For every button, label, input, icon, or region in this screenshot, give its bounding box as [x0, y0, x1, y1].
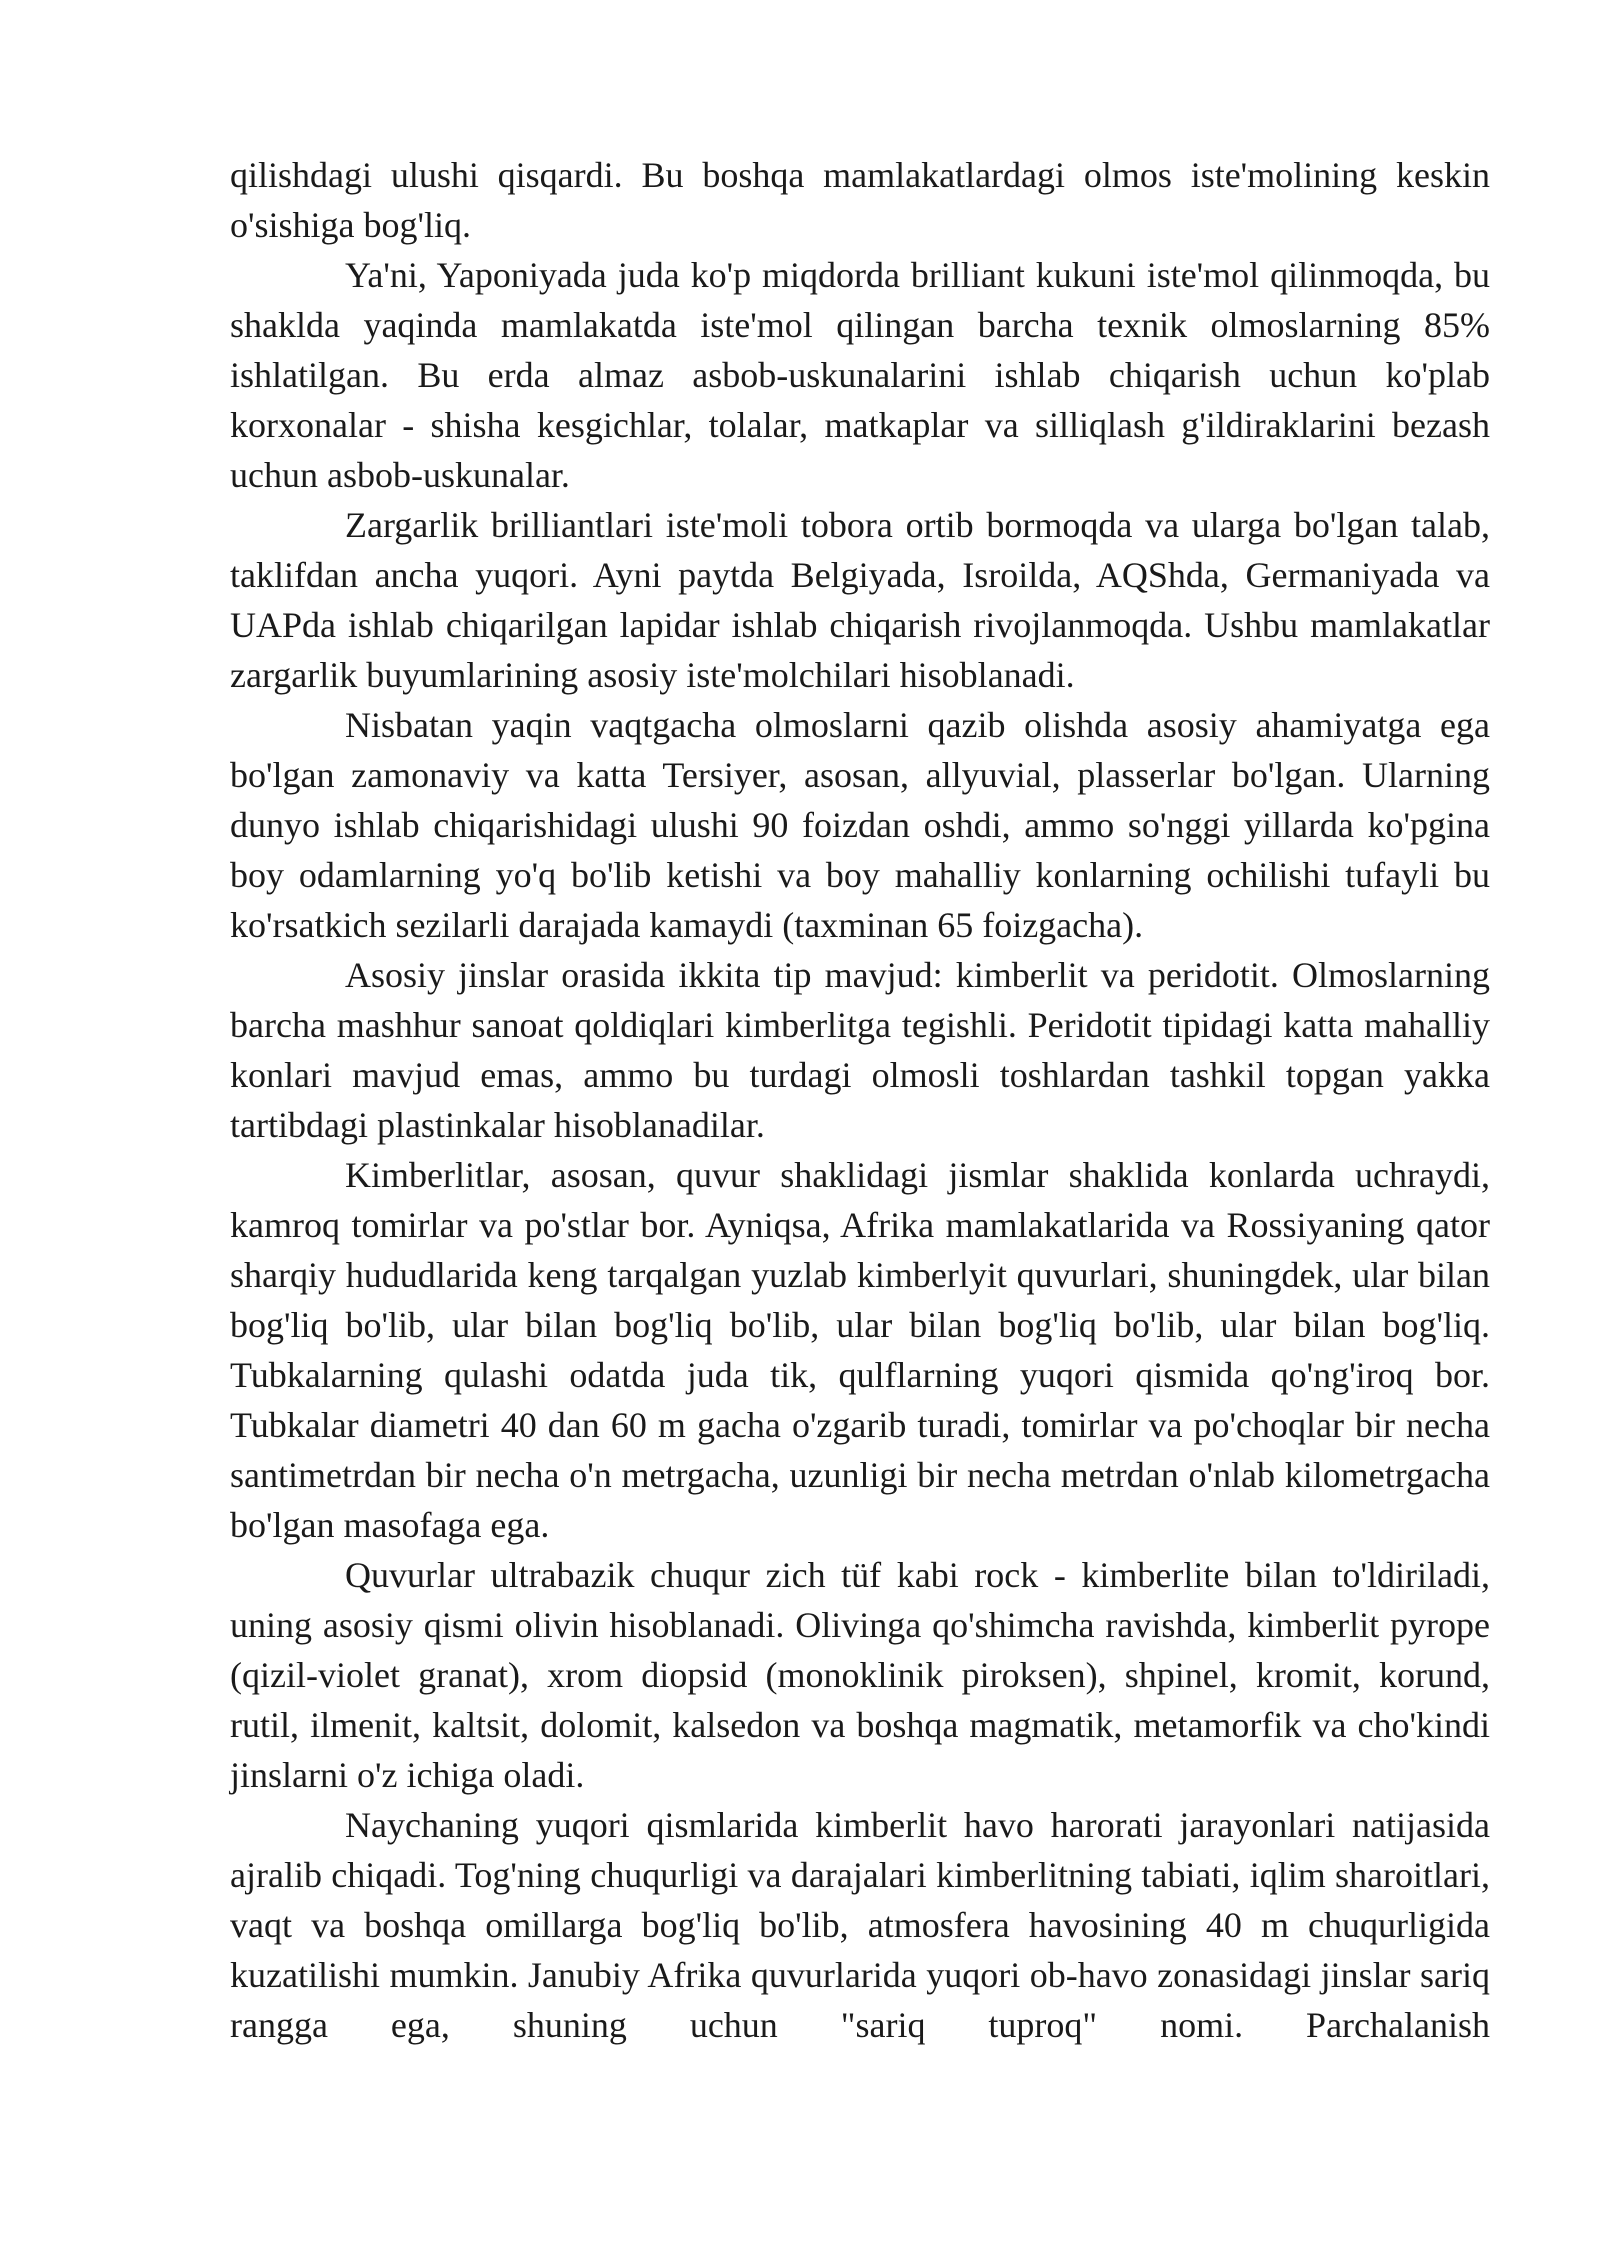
document-body — [230, 150, 1490, 2050]
paragraph-continuation: qilishdagi ulushi qisqardi. Bu boshqa mamlakatlardagi olmos iste'molining keskin o'sishiga bog'liq. — [230, 155, 1490, 245]
paragraph-kimberlite-peridotite: Asosiy jinslar orasida ikkita tip mavjud: kimberlit va peridotit. Olmoslarning barcha mashhur sanoat qoldiqlari kimberlitga tegishli. Peridotit tipidagi katta mahalliy konlari mavjud emas, ammo bu turdagi olmosli toshlardan tashkil topgan yakka tartibdagi plastinkalar hisoblanadilar. — [230, 955, 1490, 1145]
paragraph-japan-diamond-powder: Ya'ni, Yaponiyada juda ko'p miqdorda brilliant kukuni iste'mol qilinmoqda, bu shaklda yaqinda mamlakatda iste'mol qilingan barcha texnik olmoslarning 85% ishlatilgan. Bu erda almaz asbob-uskunalarini ishlab chiqarish uchun ko'plab korxonalar - shisha kesgichlar, tolalar, matkaplar va silliqlash g'ildiraklarini bezash uchun asbob-uskunalar. — [230, 255, 1490, 495]
paragraph-jewelry-brilliants: Zargarlik brilliantlari iste'moli tobora ortib bormoqda va ularga bo'lgan talab, taklifdan ancha yuqori. Ayni paytda Belgiyada, Isroilda, AQShda, Germaniyada va UAPda ishlab chiqarilgan lapidar ishlab chiqarish rivojlanmoqda. Ushbu mamlakatlar zargarlik buyumlarining asosiy iste'molchilari hisoblanadi. — [230, 505, 1490, 695]
paragraph-kimberlite-pipes: Kimberlitlar, asosan, quvur shaklidagi jismlar shaklida konlarda uchraydi, kamroq tomirlar va po'stlar bor. Ayniqsa, Afrika mamlakatlarida va Rossiyaning qator sharqiy hududlarida keng tarqalgan yuzlab kimberlyit quvurlari, shuningdek, ular bilan bog'liq bo'lib, ular bilan bog'liq bo'lib, ular bilan bog'liq bo'lib, ular bilan bog'liq. Tubkalarning qulashi odatda juda tik, qulflarning yuqori qismida qo'ng'iroq bor. Tubkalar diametri 40 dan 60 m gacha o'zgarib turadi, tomirlar va po'choqlar bir necha santimetrdan bir necha o'n metrgacha, uzunligi bir necha metrdan o'nlab kilometrgacha bo'lgan masofaga ega. — [230, 1155, 1490, 1545]
paragraph-placer-deposits: Nisbatan yaqin vaqtgacha olmoslarni qazib olishda asosiy ahamiyatga ega bo'lgan zamonaviy va katta Tersiyer, asosan, allyuvial, plasserlar bo'lgan. Ularning dunyo ishlab chiqarishidagi ulushi 90 foizdan oshdi, ammo so'nggi yillarda ko'pgina boy odamlarning yo'q bo'lib ketishi va boy mahalliy konlarning ochilishi tufayli bu ko'rsatkich sezilarli darajada kamaydi (taxminan 65 foizgacha). — [230, 705, 1490, 945]
paragraph-pipe-filling: Quvurlar ultrabazik chuqur zich tüf kabi rock - kimberlite bilan to'ldiriladi, uning asosiy qismi olivin hisoblanadi. Olivinga qo'shimcha ravishda, kimberlit pyrope (qizil-violet granat), xrom diopsid (monoklinik piroksen), shpinel, kromit, korund, rutil, ilmenit, kaltsit, dolomit, kalsedon va boshqa magmatik, metamorfik va cho'kindi jinslarni o'z ichiga oladi. — [230, 1555, 1490, 1795]
paragraph-weathering: Naychaning yuqori qismlarida kimberlit havo harorati jarayonlari natijasida ajralib chiqadi. Tog'ning chuqurligi va darajalari kimberlitning tabiati, iqlim sharoitlari, vaqt va boshqa omillarga bog'liq bo'lib, atmosfera havosining 40 m chuqurligida kuzatilishi mumkin. Janubiy Afrika quvurlarida yuqori ob-havo zonasidagi jinslar sariq rangga ega, shuning uchun "sariq tuproq" nomi. Parchalanish — [230, 1805, 1490, 2045]
